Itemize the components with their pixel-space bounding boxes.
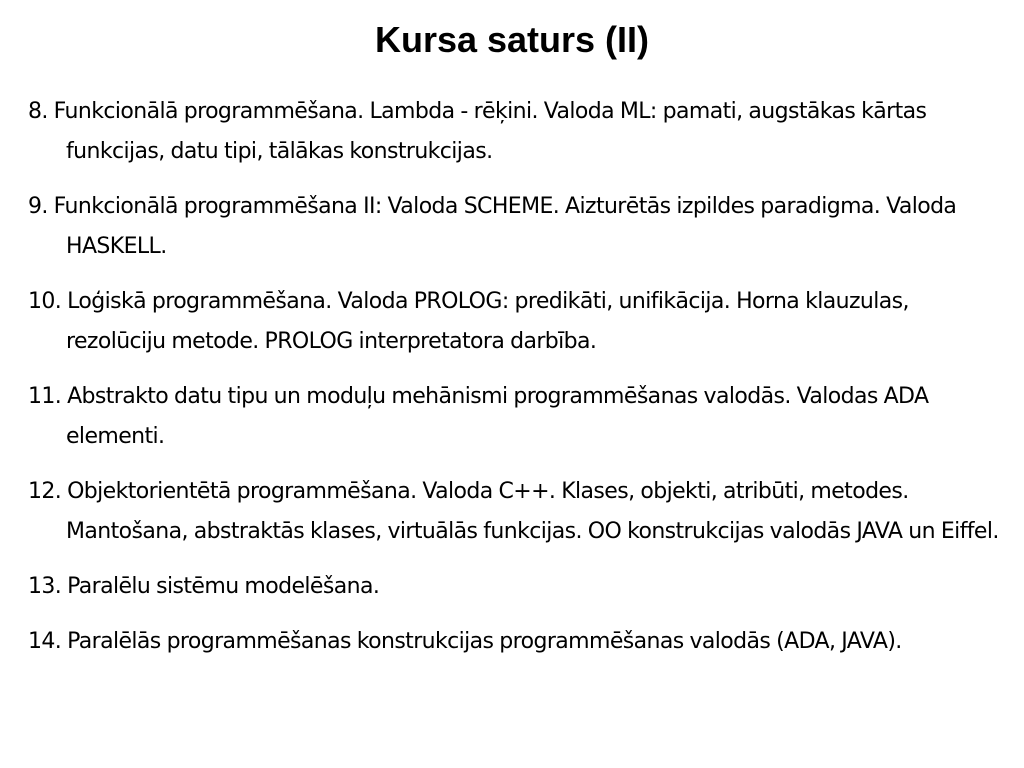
list-item: 14. Paralēlās programmēšanas konstrukcijas programmēšanas valodās (ADA, JAVA). [28,629,902,654]
list-item: 8. Funkcionālā programmēšana. Lambda - rēķini. Valoda ML: pamati, augstākas kārtas funkcijas, datu tipi, tālākas konstrukcijas. [28,99,927,164]
course-content-list [28,92,1003,677]
slide-title: Kursa saturs (II) [374,19,650,60]
list-item: 13. Paralēlu sistēmu modelēšana. [28,574,380,599]
list-item: 11. Abstrakto datu tipu un moduļu mehānismi programmēšanas valodās. Valodas ADA elementi. [28,384,929,449]
list-item: 9. Funkcionālā programmēšana II: Valoda SCHEME. Aizturētās izpildes paradigma. Valoda HASKELL. [28,194,957,259]
list-item: 12. Objektorientētā programmēšana. Valoda C++. Klases, objekti, atribūti, metodes. Mantošana, abstraktās klases, virtuālās funkcijas. OO konstrukcijas valodās JAVA un Eiffel. [28,479,999,544]
list-item: 10. Loģiskā programmēšana. Valoda PROLOG: predikāti, unifikācija. Horna klauzulas, rezolūciju metode. PROLOG interpretatora darbība. [28,289,909,354]
